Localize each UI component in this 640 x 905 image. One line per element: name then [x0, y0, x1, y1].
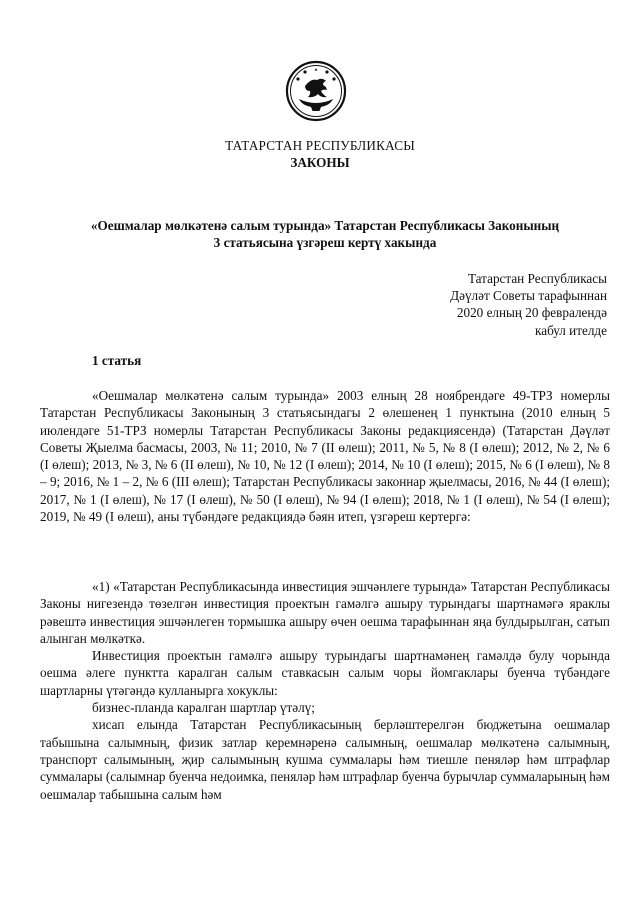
document-header	[0, 137, 640, 171]
paragraph: Инвестиция проектын гамәлгә ашыру турындагы шартнамәнең гамәлдә булу чорында оешма әлеге пунктта каралган салым ставкасын салым чоры йомгаклары буенча түбәндәге шартларны үтәгәндә кулланырга хокуклы:	[40, 648, 610, 698]
adoption-line-1: Татарстан Республикасы	[467, 271, 607, 286]
adoption-note	[330, 270, 607, 339]
paragraph: «Оешмалар мөлкәтенә салым турында» 2003 елның 28 ноябрендәге 49-ТРЗ номерлы Татарстан Республикасы Законының 3 статьясындагы 2 өлешенең 1 пунктына (2010 елның 5 июлендәге 51-ТРЗ номерлы Татарстан Республикасы Законы редакциясендә) (Татарстан Дәүләт Советы Җыелма басмасы, 2003, № 11; 2010, № 7 (II өлеш); 2011, № 5, № 8 (I өлеш); 2012, № 2, № 6 (I өлеш); 2013, № 3, № 6 (II өлеш), № 10, № 12 (I өлеш); 2014, № 10 (I өлеш); 2015, № 6 (I өлеш), № 8 – 9; 2016, № 1 – 2, № 6 (III өлеш); Татарстан Республикасы законнар җыелмасы, 2016, № 44 (I өлеш); 2017, № 1 (I өлеш), № 17 (I өлеш), № 50 (I өлеш), № 94 (I өлеш); 2018, № 1 (I өлеш), № 54 (I өлеш); 2019, № 49 (I өлеш), аны түбәндәге редакциядә бәян итеп, үзгәреш кертергә:	[40, 388, 610, 525]
document-type: ЗАКОНЫ	[290, 155, 350, 170]
law-title-line-1: «Оешмалар мөлкәтенә салым турында» Татарстан Республикасы Законының	[90, 218, 560, 233]
paragraph: «1) «Татарстан Республикасында инвестиция эшчәнлеге турында» Татарстан Республикасы Законы нигезендә төзелгән инвестиция проектын гамәлгә ашыру турындагы шартнамәгә яраклы рәвештә инвестиция эшчәнлеген тормышка ашыру өчен оешма тарафыннан яңа булдырылган, сатып алынган мөлкәткә.	[40, 579, 610, 646]
paragraph: хисап елында Татарстан Республикасының берләштерелгән бюджетына оешмалар табышына салымның, физик затлар керемнәренә салымның, оешмалар мөлкәтенә салымның, транспорт салымының, җир салымының кушма суммалары һәм тиешле пеняләр һәм штрафлар суммалары (салымнар буенча недоимка, пеняләр һәм штрафлар буенча бурычлар суммаларының һәм оешмалар табышына салым һәм	[40, 717, 610, 802]
law-title	[40, 217, 610, 251]
tatarstan-coat-of-arms-icon	[285, 60, 347, 122]
adoption-line-3: 2020 елның 20 февралендә	[456, 305, 607, 321]
republic-name: ТАТАРСТАН РЕСПУБЛИКАСЫ	[225, 138, 415, 153]
amendment-text	[40, 578, 610, 803]
article-heading: 1 статья	[92, 353, 142, 368]
adoption-line-4: кабул ителде	[535, 322, 607, 338]
adoption-line-2: Дәүләт Советы тарафыннан	[450, 288, 607, 304]
law-title-line-2: 3 статьясына үзгәреш кертү хакында	[213, 235, 437, 250]
paragraph: бизнес-планда каралган шартлар үтәлү;	[92, 700, 315, 716]
article-body	[40, 387, 610, 525]
